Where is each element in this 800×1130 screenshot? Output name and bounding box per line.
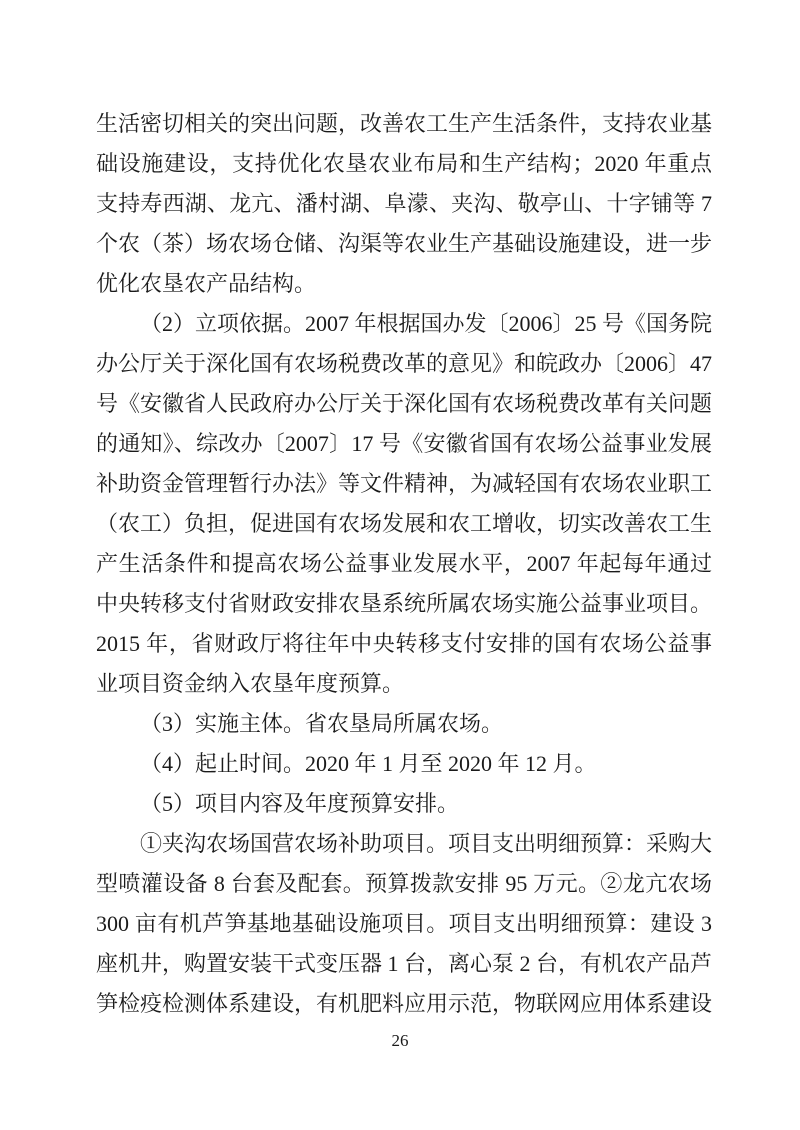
page-body <box>96 104 712 1024</box>
paragraph-item-3-implementer: （3）实施主体。省农垦局所属农场。 <box>140 711 504 736</box>
paragraph-continuation: 生活密切相关的突出问题，改善农工生产生活条件，支持农业基础设施建设，支持优化农垦农业布局和生产结构；2020 年重点支持寿西湖、龙亢、潘村湖、阜濛、夹沟、敬亭山、十字铺等 7 个农（茶）场农场仓储、沟渠等农业生产基础设施建设，进一步优化农垦农产品结构。 <box>96 111 713 296</box>
paragraph-item-4-timeframe: （4）起止时间。2020 年 1 月至 2020 年 12 月。 <box>140 751 597 776</box>
paragraph-item-5-content-budget: （5）项目内容及年度预算安排。 <box>140 791 460 816</box>
page-number: 26 <box>391 1031 409 1050</box>
paragraph-item-2-basis: （2）立项依据。2007 年根据国办发〔2006〕25 号《国务院办公厅关于深化国有农场税费改革的意见》和皖政办〔2006〕47 号《安徽省人民政府办公厅关于深化国有农场税费改革有关问题的通知》、综改办〔2007〕17 号《安徽省国有农场公益事业发展补助资金管理暂行办法》等文件精神，为减轻国有农场农业职工（农工）负担，促进国有农场发展和农工增收，切实改善农工生产生活条件和提高农场公益事业发展水平，2007 年起每年通过中央转移支付省财政安排农垦系统所属农场实施公益事业项目。2015 年，省财政厅将往年中央转移支付安排的国有农场公益事业项目资金纳入农垦年度预算。 <box>96 311 713 696</box>
paragraph-project-details: ①夹沟农场国营农场补助项目。项目支出明细预算：采购大型喷灌设备 8 台套及配套。预算拨款安排 95 万元。②龙亢农场 300 亩有机芦笋基地基础设施项目。项目支出明细预算：建设 3 座机井，购置安装干式变压器 1 台，离心泵 2 台，有机农产品芦笋检疫检测体系建设，有机肥料应用示范，物联网应用体系建设 <box>96 831 713 1016</box>
